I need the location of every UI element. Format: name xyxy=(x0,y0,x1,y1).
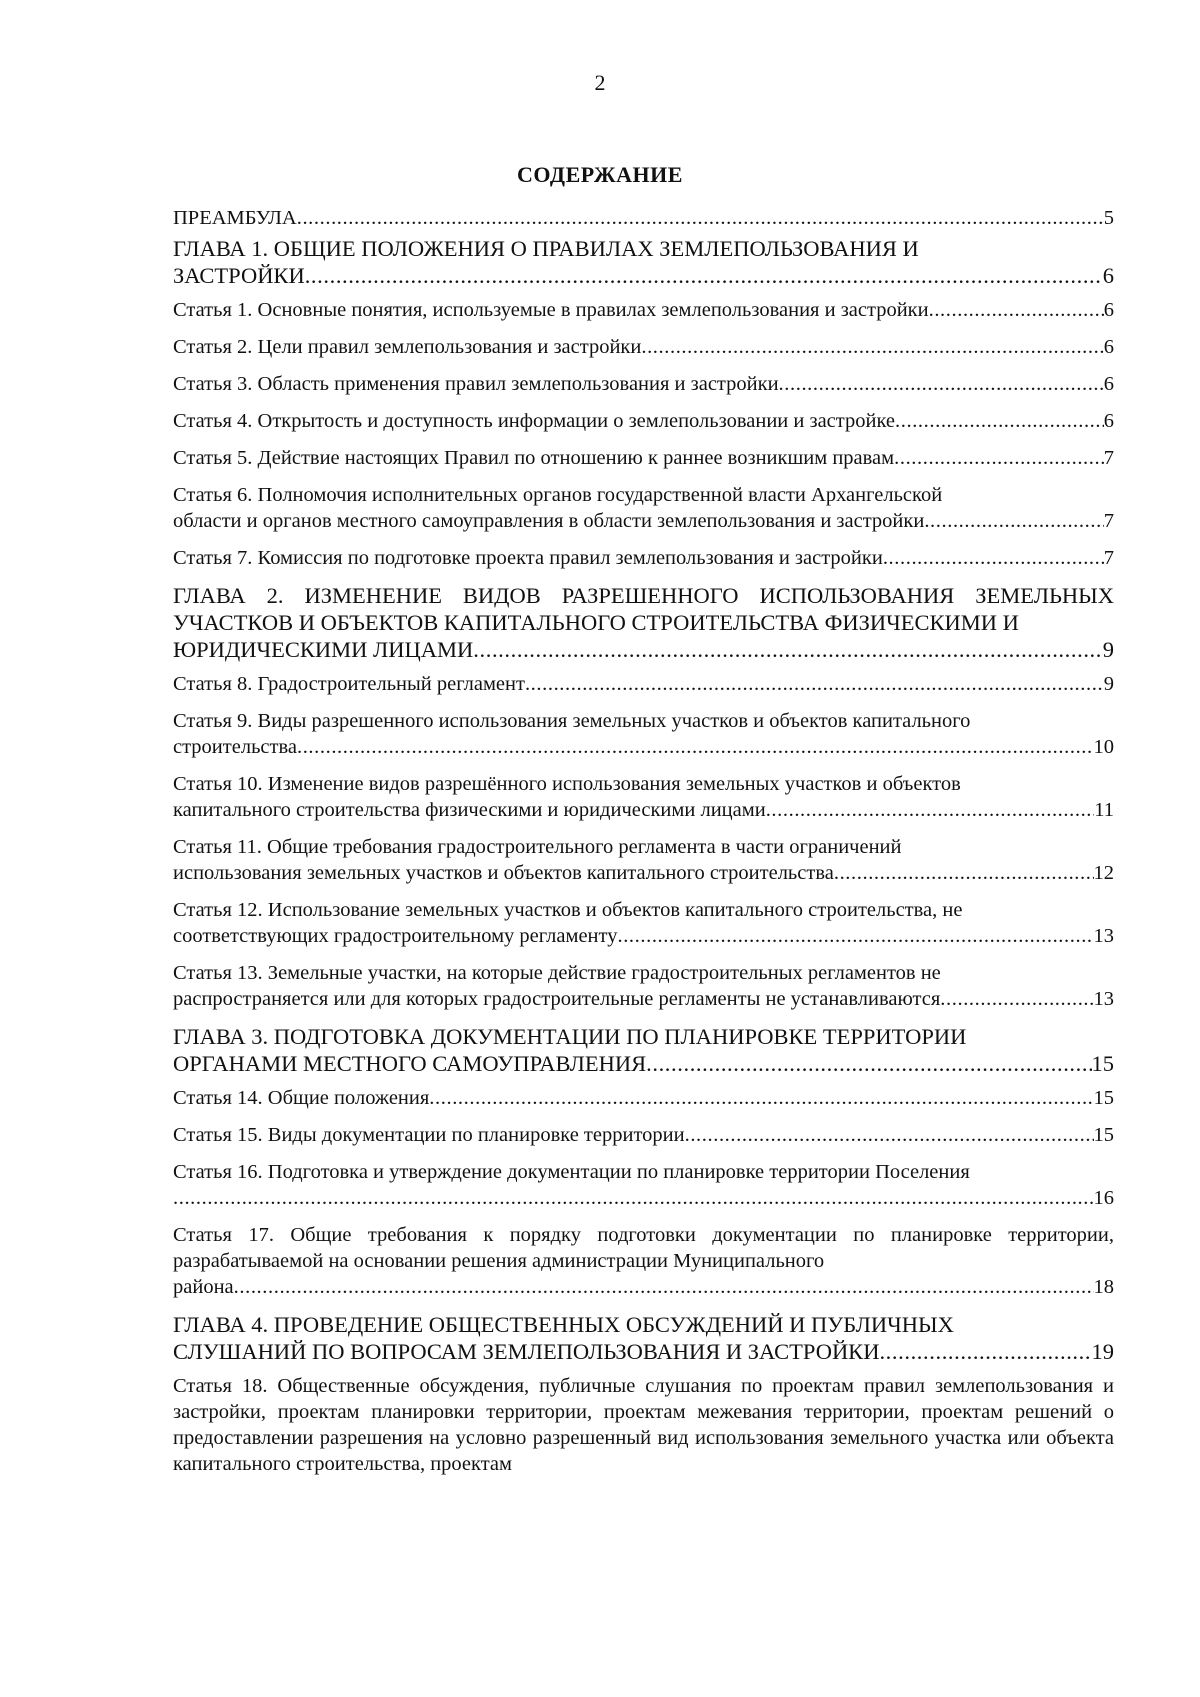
toc-entry-title: ЮРИДИЧЕСКИМИ ЛИЦАМИ xyxy=(173,637,474,662)
dot-leader xyxy=(883,545,1104,571)
toc-entry-line xyxy=(173,860,1114,886)
toc-chapter-entry[interactable] xyxy=(173,1023,1114,1077)
toc-entry-line xyxy=(173,334,1114,360)
toc-chapter-entry[interactable] xyxy=(173,235,1114,289)
dot-leader xyxy=(766,797,1095,823)
dot-leader xyxy=(779,371,1104,397)
toc-entry-text: Статья 6. Полномочия исполнительных органов государственной власти Архангельской xyxy=(173,484,943,506)
toc-entry-line xyxy=(173,1274,1114,1300)
toc-article-entry[interactable] xyxy=(173,408,1114,434)
toc-page-number: 16 xyxy=(1093,1187,1114,1209)
toc-entry-line xyxy=(173,671,1114,697)
toc-page-number: 9 xyxy=(1102,637,1114,662)
toc-article-entry[interactable] xyxy=(173,297,1114,323)
toc-entry-line xyxy=(173,371,1114,397)
toc-entry-title: СЛУШАНИЙ ПО ВОПРОСАМ ЗЕМЛЕПОЛЬЗОВАНИЯ И ЗАСТРОЙКИ xyxy=(173,1339,880,1364)
toc-article-entry[interactable] xyxy=(173,671,1114,697)
toc-entry-line xyxy=(173,262,1114,289)
table-of-contents xyxy=(173,205,1114,1477)
toc-article-entry[interactable] xyxy=(173,371,1114,397)
toc-page-number: 15 xyxy=(1093,1124,1114,1146)
toc-page-number: 11 xyxy=(1094,799,1114,821)
toc-article-entry[interactable] xyxy=(173,1373,1114,1477)
toc-entry-line xyxy=(173,545,1114,571)
toc-entry-line xyxy=(173,986,1114,1012)
toc-article-entry[interactable] xyxy=(173,1222,1114,1300)
toc-entry-line xyxy=(173,445,1114,471)
toc-article-entry[interactable] xyxy=(173,771,1114,823)
toc-article-entry[interactable] xyxy=(173,445,1114,471)
toc-preamble-entry[interactable] xyxy=(173,205,1114,231)
dot-leader xyxy=(834,860,1094,886)
toc-page-number: 13 xyxy=(1093,988,1114,1010)
toc-entry-title: распространяется или для которых градостроительные регламенты не устанавливаются xyxy=(173,988,941,1010)
toc-page-number: 7 xyxy=(1103,510,1114,532)
toc-article-entry[interactable] xyxy=(173,708,1114,760)
toc-page-number: 5 xyxy=(1103,207,1114,229)
toc-article-entry[interactable] xyxy=(173,482,1114,534)
toc-entry-text: Статья 9. Виды разрешенного использования земельных участков и объектов капитального xyxy=(173,710,971,732)
toc-title: СОДЕРЖАНИЕ xyxy=(517,162,683,187)
toc-entry-line xyxy=(173,1185,1114,1211)
toc-entry-title: строительства xyxy=(173,736,297,758)
toc-article-entry[interactable] xyxy=(173,1159,1114,1211)
page-number: 2 xyxy=(594,70,606,95)
toc-entry-title: Статья 4. Открытость и доступность информации о землепользовании и застройке xyxy=(173,410,896,432)
toc-entry-title: Статья 3. Область применения правил землепользования и застройки xyxy=(173,373,779,395)
toc-entry-line xyxy=(173,636,1114,663)
dot-leader xyxy=(173,1185,1094,1211)
toc-entry-text: Статья 17. Общие требования к порядку подготовки документации по планировке территории, разрабатываемой на основании решения администрации Муниципального xyxy=(173,1224,1114,1272)
dot-leader xyxy=(879,1338,1091,1365)
toc-article-entry[interactable] xyxy=(173,897,1114,949)
toc-page-number: 9 xyxy=(1103,673,1114,695)
toc-entry-title: Статья 15. Виды документации по планировке территории xyxy=(173,1124,685,1146)
toc-page-number: 6 xyxy=(1103,336,1114,358)
dot-leader xyxy=(525,671,1104,697)
toc-entry-title: района xyxy=(173,1276,234,1298)
dot-leader xyxy=(895,408,1104,434)
toc-chapter-entry[interactable] xyxy=(173,582,1114,663)
toc-page-number: 6 xyxy=(1103,410,1114,432)
toc-entry-line xyxy=(173,734,1114,760)
toc-entry-line xyxy=(173,1085,1114,1111)
dot-leader xyxy=(929,297,1104,323)
toc-entry-line xyxy=(173,408,1114,434)
dot-leader xyxy=(894,445,1104,471)
toc-article-entry[interactable] xyxy=(173,1122,1114,1148)
toc-page-number: 12 xyxy=(1093,862,1114,884)
dot-leader xyxy=(297,734,1094,760)
toc-entry-text: ГЛАВА 3. ПОДГОТОВКА ДОКУМЕНТАЦИИ ПО ПЛАНИРОВКЕ ТЕРРИТОРИИ xyxy=(173,1024,967,1049)
toc-entry-text: ГЛАВА 2. ИЗМЕНЕНИЕ ВИДОВ РАЗРЕШЕННОГО ИСПОЛЬЗОВАНИЯ ЗЕМЕЛЬНЫХ УЧАСТКОВ И ОБЪЕКТОВ КАПИТАЛЬНОГО СТРОИТЕЛЬСТВА ФИЗИЧЕСКИМИ И xyxy=(173,583,1114,635)
toc-entry-line xyxy=(173,508,1114,534)
toc-entry-text: Статья 13. Земельные участки, на которые действие градостроительных регламентов не xyxy=(173,962,941,984)
toc-chapter-entry[interactable] xyxy=(173,1311,1114,1365)
toc-entry-title: Статья 5. Действие настоящих Правил по отношению к раннее возникшим правам xyxy=(173,447,895,469)
toc-page-number: 15 xyxy=(1091,1051,1114,1076)
toc-entry-text: Статья 11. Общие требования градостроительного регламента в части ограничений xyxy=(173,836,902,858)
toc-page-number: 6 xyxy=(1103,373,1114,395)
toc-page-number: 15 xyxy=(1093,1087,1114,1109)
toc-entry-line xyxy=(173,923,1114,949)
toc-entry-title: ЗАСТРОЙКИ xyxy=(173,263,305,288)
dot-leader xyxy=(641,334,1103,360)
toc-entry-title: соответствующих градостроительному регламенту xyxy=(173,925,618,947)
toc-page-number: 7 xyxy=(1103,447,1114,469)
toc-entry-title: области и органов местного самоуправления в области землепользования и застройки xyxy=(173,510,925,532)
toc-page-number: 10 xyxy=(1093,736,1114,758)
toc-entry-title: Статья 7. Комиссия по подготовке проекта правил землепользования и застройки xyxy=(173,547,883,569)
toc-entry-text: Статья 18. Общественные обсуждения, публичные слушания по проектам правил землепользования и застройки, проектам планировки территории, проектам межевания территории, проектам решений о предоставлении разрешения на условно разрешенный вид использования земельного участка или объекта капитального строительства, проектам xyxy=(173,1375,1114,1475)
toc-article-entry[interactable] xyxy=(173,960,1114,1012)
toc-entry-line xyxy=(173,205,1114,231)
toc-page-number: 7 xyxy=(1103,547,1114,569)
toc-entry-line xyxy=(173,1122,1114,1148)
toc-article-entry[interactable] xyxy=(173,834,1114,886)
toc-entry-title: Статья 2. Цели правил землепользования и застройки xyxy=(173,336,642,358)
dot-leader xyxy=(940,986,1093,1012)
toc-entry-line xyxy=(173,297,1114,323)
dot-leader xyxy=(685,1122,1094,1148)
toc-entry-title: ПРЕАМБУЛА xyxy=(173,207,297,229)
toc-entry-text: ГЛАВА 4. ПРОВЕДЕНИЕ ОБЩЕСТВЕННЫХ ОБСУЖДЕНИЙ И ПУБЛИЧНЫХ xyxy=(173,1312,954,1337)
toc-article-entry[interactable] xyxy=(173,1085,1114,1111)
toc-entry-line xyxy=(173,797,1114,823)
toc-entry-line xyxy=(173,1338,1114,1365)
dot-leader xyxy=(297,205,1104,231)
toc-entry-line xyxy=(173,1050,1114,1077)
toc-article-entry[interactable] xyxy=(173,334,1114,360)
toc-entry-text: Статья 16. Подготовка и утверждение документации по планировке территории Поселения xyxy=(173,1161,970,1183)
toc-entry-title: Статья 14. Общие положения xyxy=(173,1087,430,1109)
dot-leader xyxy=(924,508,1103,534)
toc-entry-title: ОРГАНАМИ МЕСТНОГО САМОУПРАВЛЕНИЯ xyxy=(173,1051,647,1076)
toc-page-number: 19 xyxy=(1091,1339,1114,1364)
dot-leader xyxy=(473,636,1102,663)
toc-entry-title: использования земельных участков и объектов капитального строительства xyxy=(173,862,834,884)
toc-entry-text: Статья 12. Использование земельных участков и объектов капитального строительства, не xyxy=(173,899,963,921)
dot-leader xyxy=(646,1050,1091,1077)
toc-entry-title: Статья 8. Градостроительный регламент xyxy=(173,673,525,695)
toc-page-number: 6 xyxy=(1103,299,1114,321)
toc-page-number: 6 xyxy=(1102,263,1114,288)
toc-entry-title: Статья 1. Основные понятия, используемые в правилах землепользования и застройки xyxy=(173,299,929,321)
toc-page-number: 13 xyxy=(1093,925,1114,947)
toc-page-number: 18 xyxy=(1093,1276,1114,1298)
dot-leader xyxy=(305,262,1103,289)
dot-leader xyxy=(617,923,1093,949)
toc-article-entry[interactable] xyxy=(173,545,1114,571)
dot-leader xyxy=(234,1274,1094,1300)
toc-entry-text: Статья 10. Изменение видов разрешённого использования земельных участков и объектов xyxy=(173,773,961,795)
toc-entry-title: капитального строительства физическими и юридическими лицами xyxy=(173,799,766,821)
toc-entry-text: ГЛАВА 1. ОБЩИЕ ПОЛОЖЕНИЯ О ПРАВИЛАХ ЗЕМЛЕПОЛЬЗОВАНИЯ И xyxy=(173,236,919,261)
dot-leader xyxy=(429,1085,1093,1111)
